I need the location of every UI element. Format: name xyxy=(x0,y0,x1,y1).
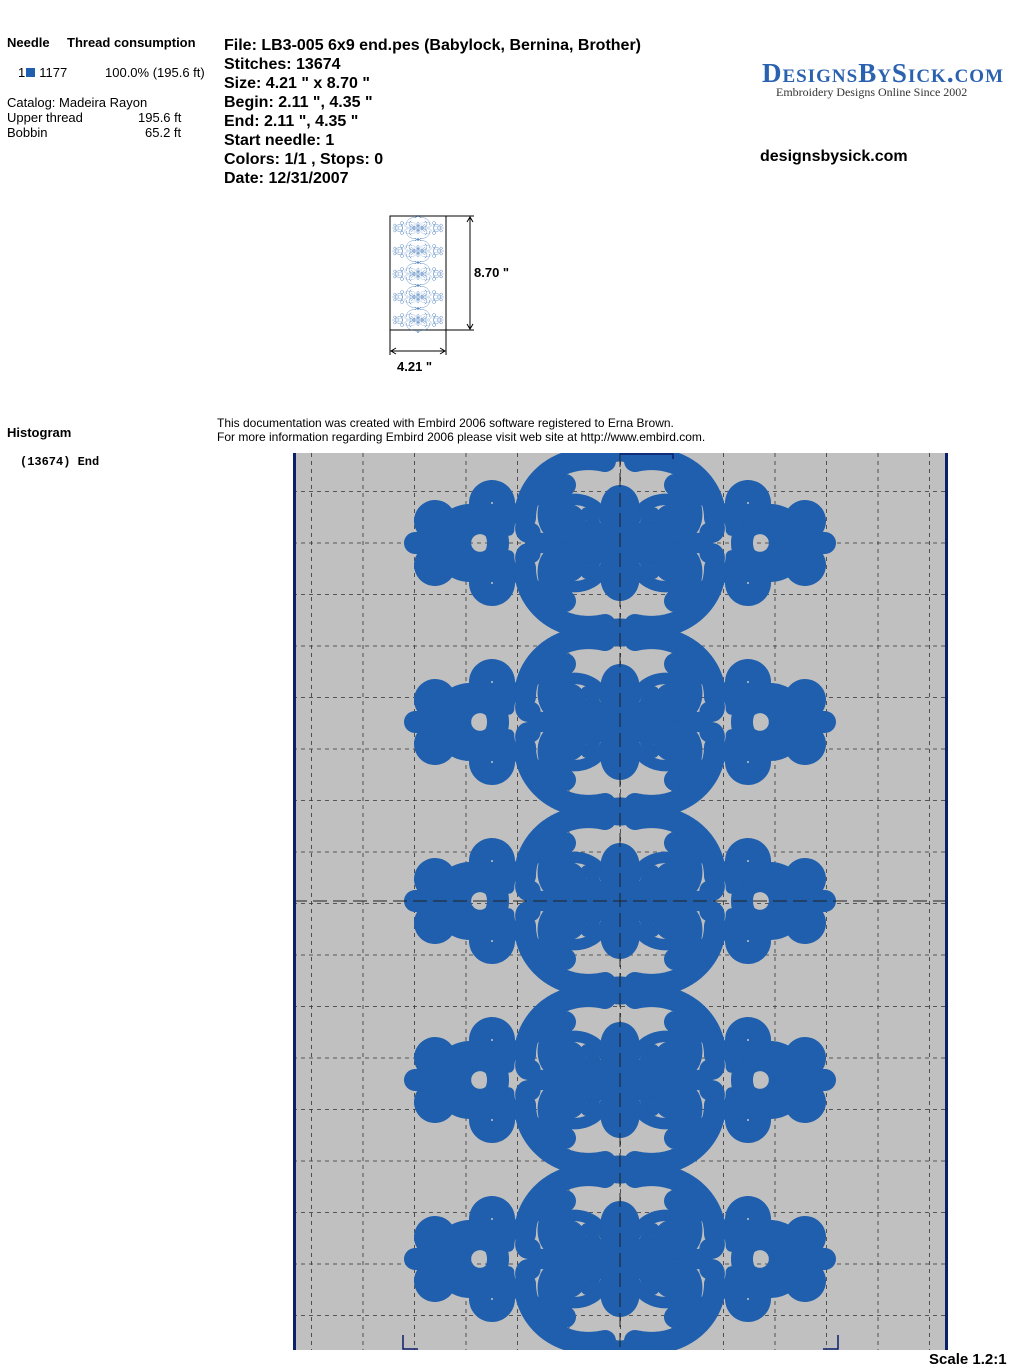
motif-curl-upper-right xyxy=(665,485,692,532)
website-link[interactable]: designsbysick.com xyxy=(760,148,908,165)
motif-arch-top xyxy=(598,1167,642,1175)
motif-connector-top xyxy=(418,238,419,239)
software-notice xyxy=(217,416,705,444)
motif-bud-upper-right xyxy=(736,849,760,873)
motif-leaf-upper-left xyxy=(425,690,445,710)
motif-bud-upper-right xyxy=(736,1207,760,1231)
motif-bud-lower-left xyxy=(480,929,504,953)
motif-connector-top xyxy=(418,284,419,285)
motif-curl-lower-right xyxy=(665,1270,692,1317)
thread-color-code: 1177 xyxy=(39,65,68,80)
motif-leaf-lower-left xyxy=(425,1271,445,1291)
motif-leaf-upper-right xyxy=(795,869,815,889)
motif-leaf-lower-left xyxy=(425,913,445,933)
motif-bud-lower-right xyxy=(736,929,760,953)
motif-curl-upper-left xyxy=(549,843,576,890)
motif-leaf-lower-left xyxy=(425,555,445,575)
motif-connector-top xyxy=(418,261,419,262)
motif-leaf-lower-left xyxy=(425,1092,445,1112)
upper-thread-value: 195.6 ft xyxy=(138,110,182,125)
motif-leaf-lower-right xyxy=(795,734,815,754)
needle-number: 1 xyxy=(18,65,26,80)
motif-curl-upper-left xyxy=(549,1022,576,1069)
bobbin-value: 65.2 ft xyxy=(145,125,182,140)
design-thumbnail xyxy=(388,213,478,358)
hoop-mark-bottom-left xyxy=(403,1335,418,1349)
histogram-title: Histogram xyxy=(7,425,72,440)
scale-label: Scale 1.2:1 xyxy=(929,1351,1007,1368)
notice-line-2: For more information regarding Embird 2006 please visit web site at http://www.embird.com. xyxy=(217,430,706,444)
motif-connector-bottom xyxy=(418,240,419,241)
motif-connector-top xyxy=(418,307,419,308)
motif-leaf-upper-left xyxy=(425,869,445,889)
hoop-mark-bottom-right xyxy=(823,1335,838,1349)
motif-curl-upper-right xyxy=(665,1022,692,1069)
motif-leaf-lower-right xyxy=(795,913,815,933)
motif-bud-lower-left xyxy=(480,1287,504,1311)
thread-row xyxy=(18,65,67,80)
motif-bud-lower-right xyxy=(736,1287,760,1311)
motif-leaf-upper-left xyxy=(425,511,445,531)
thread-consumption-header: Thread consumption xyxy=(67,35,196,50)
motif-curl-upper-left xyxy=(549,1201,576,1248)
motif-leaf-upper-right xyxy=(795,690,815,710)
motif-curl-lower-left xyxy=(549,1091,576,1138)
motif-bud-lower-right xyxy=(736,750,760,774)
design-size: Size: 4.21 " x 8.70 " xyxy=(224,75,370,92)
thread-consumption-value: 100.0% (195.6 ft) xyxy=(105,65,205,80)
motif-connector-bottom xyxy=(418,286,419,287)
file-name: File: LB3-005 6x9 end.pes (Babylock, Bernina, Brother) xyxy=(224,37,642,54)
motif-curl-lower-left xyxy=(549,554,576,601)
catalog-label: Catalog: Madeira Rayon xyxy=(7,95,148,110)
motif-curl-lower-right xyxy=(665,912,692,959)
stitch-count: Stitches: 13674 xyxy=(224,56,341,73)
motif-leaf-lower-right xyxy=(795,1271,815,1291)
motif-bud-lower-right xyxy=(736,1108,760,1132)
logo-tagline: Embroidery Designs Online Since 2002 xyxy=(776,85,968,99)
motif-leaf-upper-left xyxy=(425,1048,445,1068)
preview-graphic xyxy=(293,453,948,1350)
motif-bud-upper-left xyxy=(480,1207,504,1231)
end-position: End: 2.11 ", 4.35 " xyxy=(224,113,359,130)
motif-curl-lower-right xyxy=(665,1091,692,1138)
begin-position: Begin: 2.11 ", 4.35 " xyxy=(224,94,373,111)
file-info xyxy=(224,36,641,188)
motif-leaf-lower-right xyxy=(795,1092,815,1112)
motif-connector-bottom xyxy=(418,263,419,264)
design-preview xyxy=(293,453,948,1350)
motif-curl-lower-left xyxy=(549,1270,576,1317)
motif-curl-upper-left xyxy=(549,485,576,532)
motif-connector-bottom xyxy=(418,309,419,310)
motif-leaf-upper-right xyxy=(795,1048,815,1068)
motif-curl-upper-right xyxy=(665,843,692,890)
motif-bud-upper-left xyxy=(480,849,504,873)
motif-leaf-upper-left xyxy=(425,1227,445,1247)
motif-curl-upper-right xyxy=(665,1201,692,1248)
start-needle: Start needle: 1 xyxy=(224,132,335,149)
motif-curl-lower-right xyxy=(665,554,692,601)
width-label: 4.21 " xyxy=(397,359,433,374)
thumbnail-graphic xyxy=(388,213,478,358)
notice-line-1: This documentation was created with Embird 2006 software registered to Erna Brown. xyxy=(217,416,674,430)
colors-stops: Colors: 1/1 , Stops: 0 xyxy=(224,151,384,168)
thread-color-swatch xyxy=(26,68,35,77)
motif-leaf-upper-right xyxy=(795,1227,815,1247)
needle-header: Needle xyxy=(7,35,50,50)
logo-wordmark: DesignsBySick.com xyxy=(762,58,1005,88)
height-label: 8.70 " xyxy=(474,265,510,280)
bobbin-label: Bobbin xyxy=(7,125,48,140)
motif-bud-upper-left xyxy=(480,491,504,515)
histogram-entry: (13674) End xyxy=(20,455,100,469)
motif-connector-top xyxy=(418,215,419,216)
motif-curl-upper-left xyxy=(549,664,576,711)
motif-curl-lower-left xyxy=(549,912,576,959)
motif-bud-lower-left xyxy=(480,1108,504,1132)
motif-curl-lower-right xyxy=(665,733,692,780)
motif-bud-upper-left xyxy=(480,1028,504,1052)
motif-curl-upper-right xyxy=(665,664,692,711)
motif-leaf-lower-left xyxy=(425,734,445,754)
motif-arch-bottom xyxy=(415,331,421,332)
motif-bud-upper-right xyxy=(736,1028,760,1052)
upper-thread-label: Upper thread xyxy=(7,110,83,125)
design-date: Date: 12/31/2007 xyxy=(224,170,349,187)
motif-curl-lower-left xyxy=(549,733,576,780)
motif-leaf-lower-right xyxy=(795,555,815,575)
motif-connector-bottom xyxy=(418,332,419,333)
motif-bud-upper-right xyxy=(736,670,760,694)
motif-bud-lower-left xyxy=(480,750,504,774)
motif-bud-upper-left xyxy=(480,670,504,694)
motif-leaf-upper-right xyxy=(795,511,815,531)
motif-bud-lower-right xyxy=(736,571,760,595)
motif-bud-upper-right xyxy=(736,491,760,515)
logo xyxy=(762,58,1004,100)
motif-bud-lower-left xyxy=(480,571,504,595)
